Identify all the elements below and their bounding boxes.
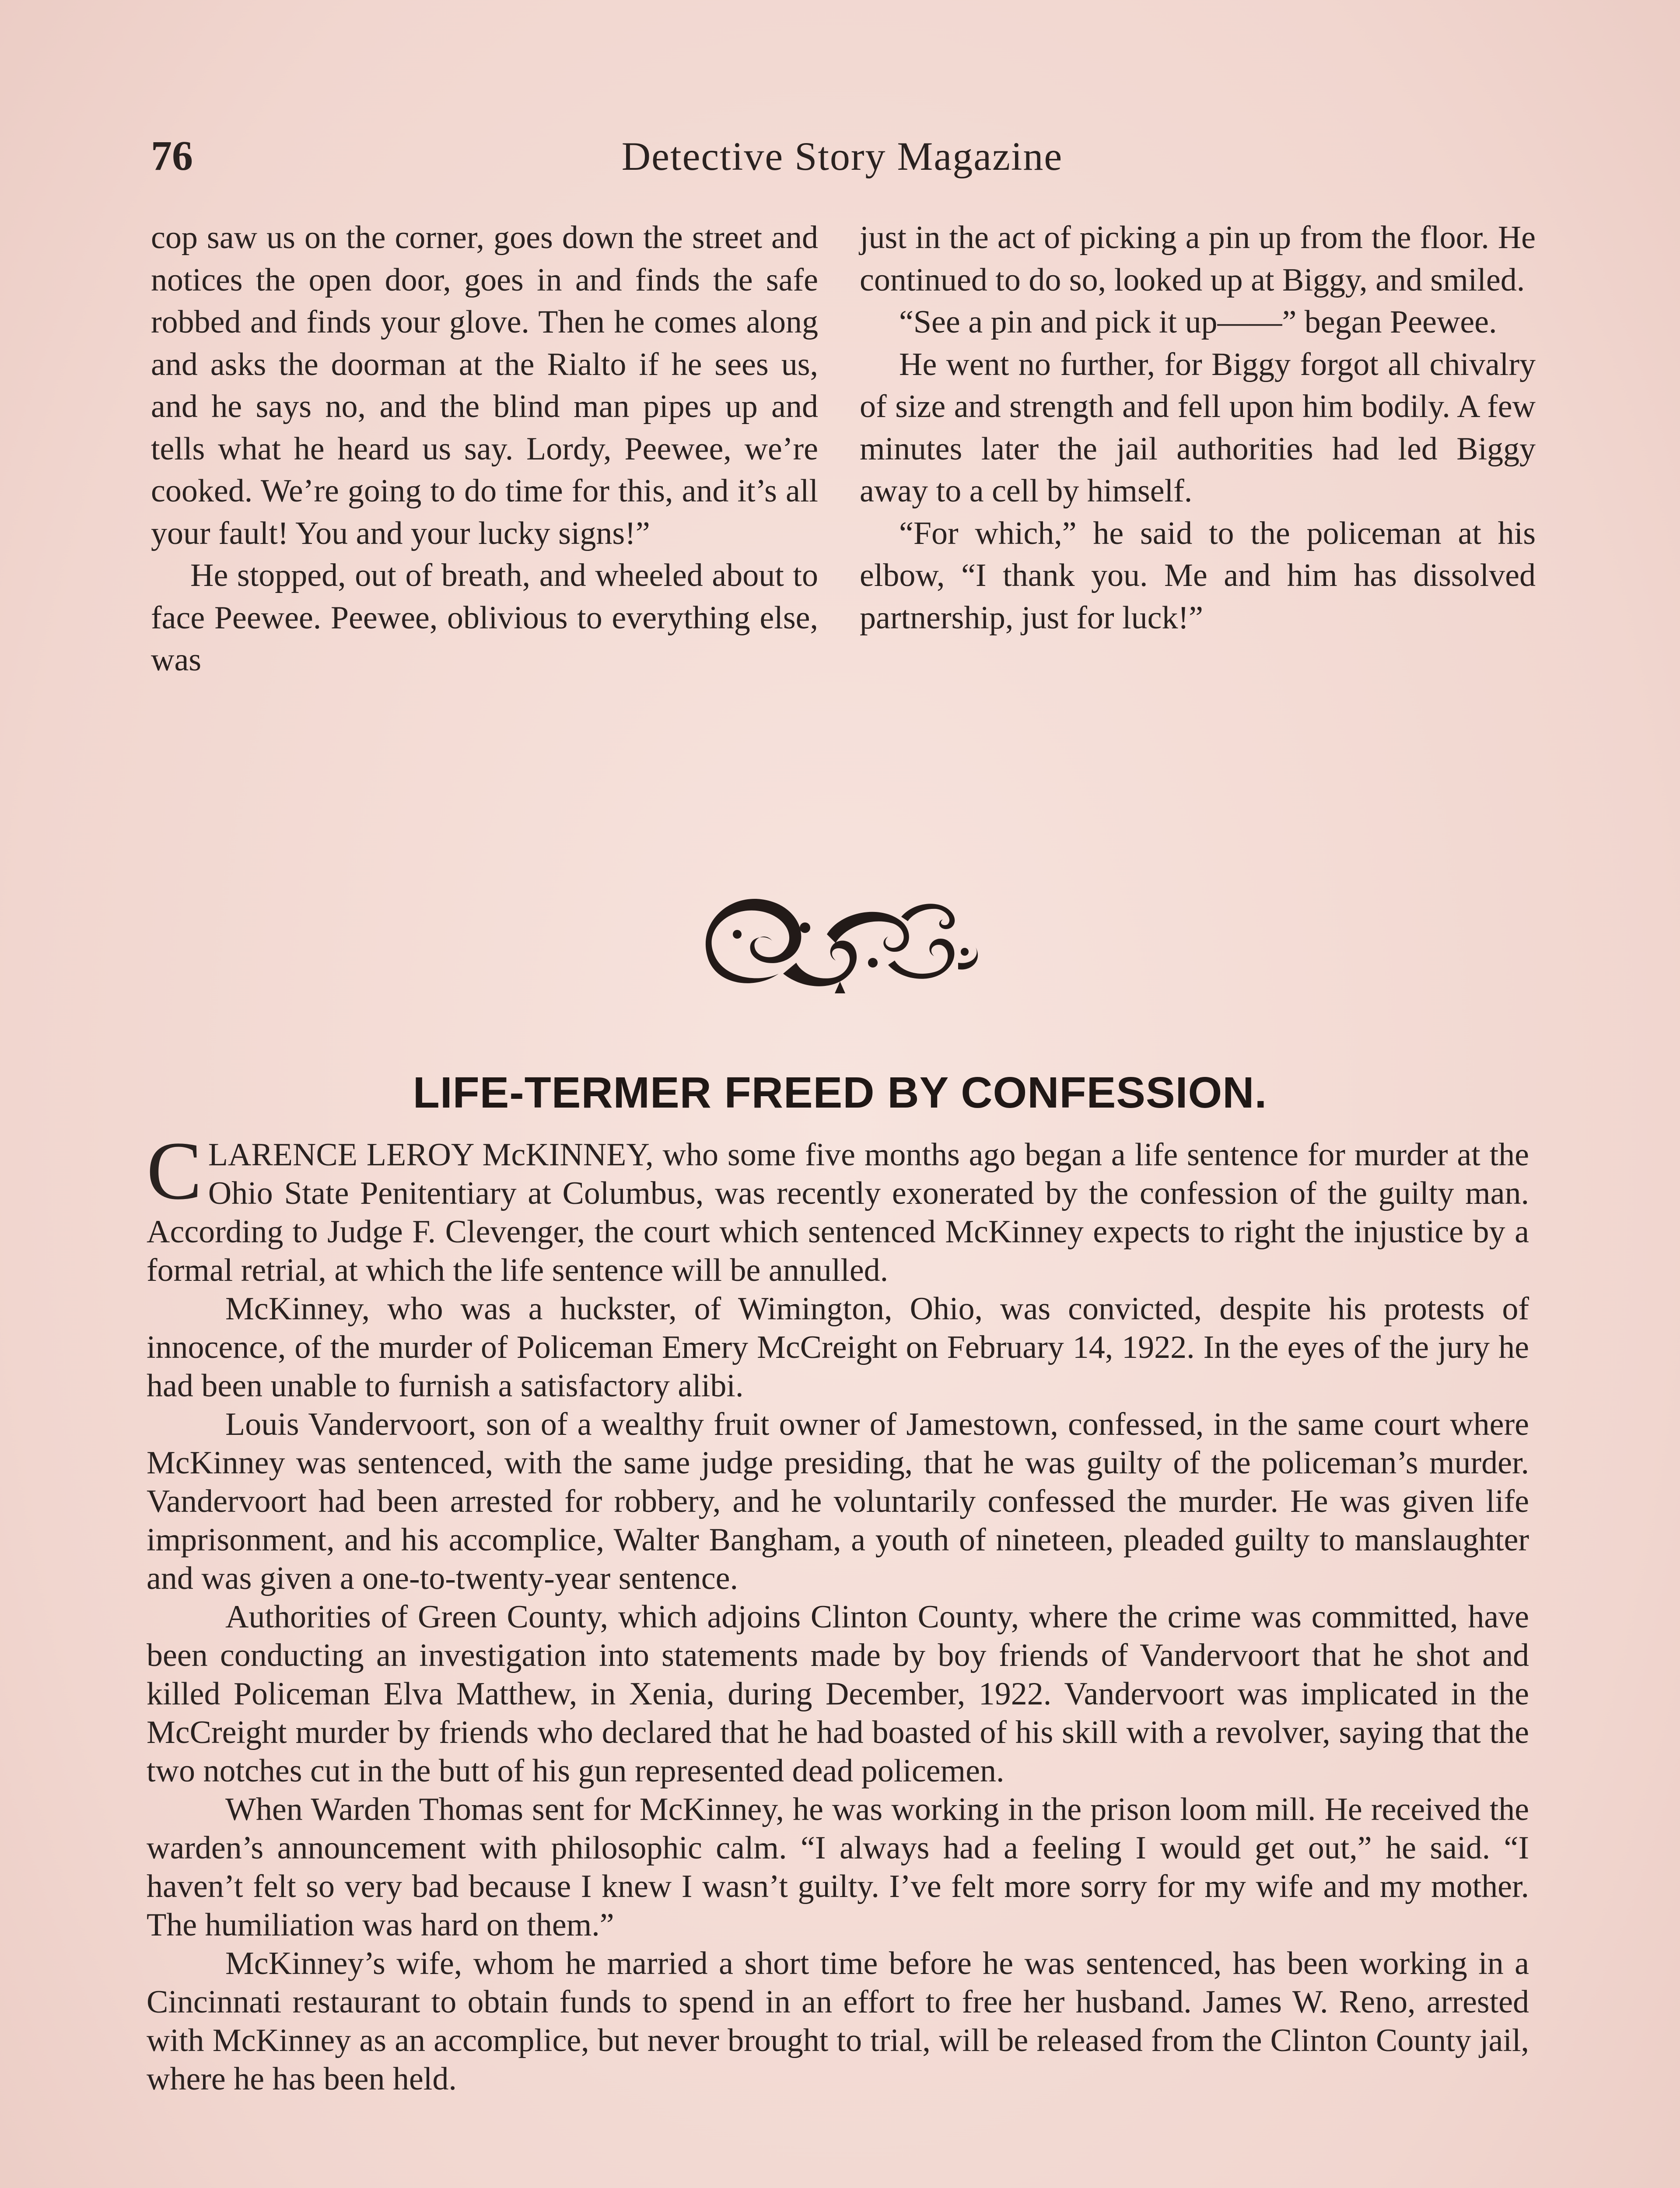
article-paragraph: When Warden Thomas sent for McKinney, he was working in the prison loom mill. He received the warden’s announcement with philosophic calm. “I always had a feeling I would get out,” he said. “I haven’t felt so very bad because I knew I wasn’t guilty. I’ve felt more sorry for my wife and my mother. The humiliation was hard on them.” bbox=[147, 1792, 1529, 1943]
article-paragraph: McKinney’s wife, whom he married a short time before he was sentenced, has been working in a Cincinnati restaurant to obtain funds to spend in an effort to free her husband. James W. Reno, arrested with McKinney as an accomplice, but never brought to trial, will be released from the Clinton County jail, where he has been held. bbox=[147, 1946, 1529, 2097]
story-right-column bbox=[860, 217, 1536, 639]
magazine-title: Detective Story Magazine bbox=[621, 134, 1063, 179]
article-paragraph: Louis Vandervoort, son of a wealthy fruit owner of Jamestown, confessed, in the same court where McKinney was sentenced, with the same judge presiding, that he was guilty of the policeman’s murder. Vandervoort had been arrested for robbery, and he voluntarily confessed the murder. He was given life imprisonment, and his accomplice, Walter Bangham, a youth of nineteen, pleaded guilty to manslaughter and was given a one-to-twenty-year sentence. bbox=[147, 1406, 1529, 1596]
article-paragraph: Authorities of Green County, which adjoins Clinton County, where the crime was committed, have been conducting an investigation into statements made by boy friends of Vandervoort that he shot and killed Policeman Elva Matthew, in Xenia, during December, 1922. Vandervoort was implicated in the McCreight murder by friends who declared that he had boasted of his skill with a revolver, saying that the two notches cut in the butt of his gun represented dead policemen. bbox=[147, 1599, 1529, 1789]
story-paragraph: cop saw us on the corner, goes down the street and notices the open door, goes in and finds the safe robbed and finds your glove. Then he comes along and asks the doorman at the Rialto if he sees us, and he says no, and the blind man pipes up and tells what he heard us say. Lordy, Peewee, we’re cooked. We’re going to do time for this, and it’s all your fault! You and your lucky signs!” bbox=[151, 220, 818, 551]
running-head bbox=[151, 131, 1533, 193]
story-paragraph: “See a pin and pick it up——” began Peewee. bbox=[899, 304, 1497, 340]
acanthus-scroll-ornament-icon bbox=[696, 886, 984, 1000]
story-left-column bbox=[151, 217, 818, 681]
article-lead-paragraph bbox=[147, 1125, 1529, 1290]
drop-cap: C bbox=[147, 1125, 202, 1217]
story-paragraph: “For which,” he said to the policeman at his elbow, “I thank you. Me and him has dissolved partnership, just for luck!” bbox=[860, 515, 1536, 636]
article-body bbox=[147, 1125, 1529, 2098]
article-title: LIFE-TERMER FREED BY CONFESSION. bbox=[413, 1068, 1267, 1117]
lead-paragraph-text: LARENCE LEROY McKINNEY, who some five months ago began a life sentence for murder at the Ohio State Penitentiary at Columbus, was recently exonerated by the confession of the guilty man. According to Judge F. Clevenger, the court which sentenced McKinney expects to right the injustice by a formal retrial, at which the life sentence will be annulled. bbox=[147, 1137, 1529, 1288]
article-paragraph: McKinney, who was a huckster, of Wimington, Ohio, was convicted, despite his protests of innocence, of the murder of Policeman Emery McCreight on February 14, 1922. In the eyes of the jury he had been unable to furnish a satisfactory alibi. bbox=[147, 1291, 1529, 1404]
story-paragraph: He went no further, for Biggy forgot all chivalry of size and strength and fell upon him bodily. A few minutes later the jail authorities had led Biggy away to a cell by himself. bbox=[860, 346, 1536, 509]
story-paragraph: He stopped, out of breath, and wheeled about to face Peewee. Peewee, oblivious to everything else, was bbox=[151, 558, 818, 678]
page-number: 76 bbox=[151, 132, 193, 179]
story-paragraph: just in the act of picking a pin up from the floor. He continued to do so, looked up at Biggy, and smiled. bbox=[860, 220, 1536, 298]
